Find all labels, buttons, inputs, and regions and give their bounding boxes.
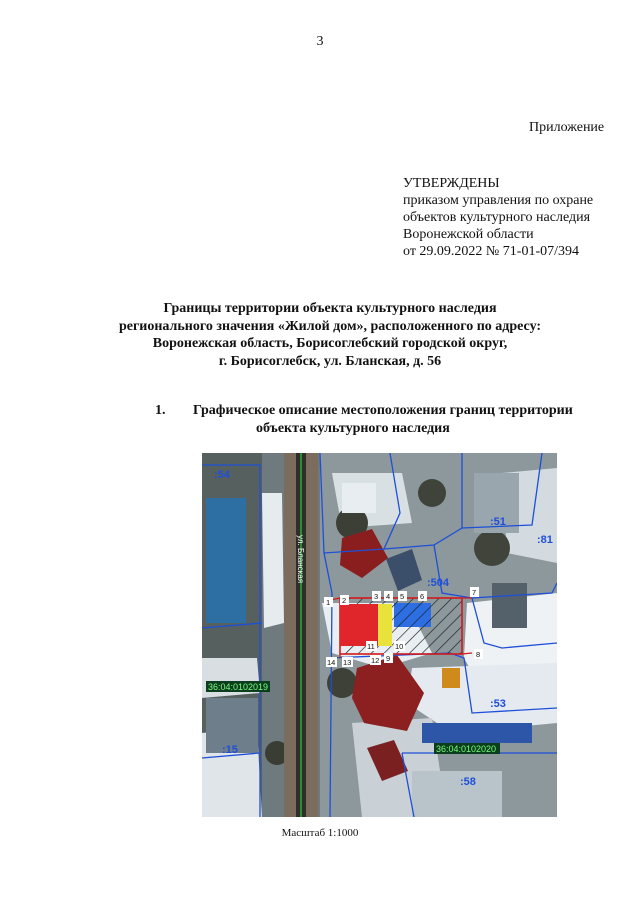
boundary-point-label: 8 <box>476 650 481 659</box>
section-title-line: Графическое описание местоположения границ территории <box>193 403 573 418</box>
parcel-label: :53 <box>490 698 506 710</box>
heritage-building-extension <box>378 604 392 646</box>
building <box>412 771 502 817</box>
boundary-point-label: 13 <box>343 658 352 667</box>
document-title <box>100 300 560 370</box>
boundary-point-label: 5 <box>400 592 405 601</box>
parcel-label: :504 <box>427 577 450 589</box>
cadastral-block-label: 36:04:0102019 <box>208 682 269 692</box>
boundary-point-label: 11 <box>367 642 375 651</box>
map-scale: Масштаб 1:1000 <box>281 827 359 839</box>
boundary-point-label: 4 <box>386 592 391 601</box>
building <box>342 483 376 513</box>
snow-patch <box>262 493 284 628</box>
section-title-line: объекта культурного наследия <box>256 420 450 436</box>
boundary-point-label: 12 <box>371 656 380 665</box>
approval-line: Воронежской области <box>403 227 534 242</box>
title-line: регионального значения «Жилой дом», расположенного по адресу: <box>118 318 542 334</box>
section-heading <box>0 402 640 438</box>
cadastral-map <box>202 453 557 817</box>
map-svg <box>202 453 557 817</box>
tree <box>474 530 510 566</box>
parcel-label: :81 <box>537 534 553 546</box>
section-number: 1. <box>155 403 166 418</box>
title-line: Воронежская область, Борисоглебский городской округ, <box>152 336 508 351</box>
approval-block <box>403 175 593 260</box>
parcel-label: :54 <box>214 469 230 481</box>
boundary-point-label: 14 <box>327 658 336 667</box>
parcel-label: :58 <box>460 776 476 788</box>
boundary-point-label: 7 <box>472 588 477 597</box>
building <box>492 583 527 628</box>
title-line: Границы территории объекта культурного наследия <box>163 301 497 316</box>
title-line: г. Борисоглебск, ул. Бланская, д. 56 <box>218 353 442 369</box>
appendix-label: Приложение <box>529 120 605 135</box>
blue-roof-building <box>206 498 246 623</box>
approval-line: объектов культурного наследия <box>403 210 591 225</box>
blue-roof-building <box>422 723 532 743</box>
street-label: ул. Бланская <box>296 535 305 584</box>
parcel-label: :51 <box>490 516 506 528</box>
approval-heading: УТВЕРЖДЕНЫ <box>403 176 500 191</box>
boundary-point-label: 6 <box>420 592 425 601</box>
boundary-point-label: 2 <box>342 596 347 605</box>
tree <box>418 479 446 507</box>
boundary-point-label: 9 <box>386 654 391 663</box>
boundary-point-label: 3 <box>374 592 379 601</box>
yellow-roof-shed <box>442 668 460 688</box>
page-number: 3 <box>316 34 324 49</box>
heritage-building-roof <box>340 604 378 646</box>
boundary-point-label: 1 <box>326 598 331 607</box>
cadastral-block-label: 36:04:0102020 <box>436 744 497 754</box>
parcel-label: :15 <box>222 744 238 756</box>
approval-line: от 29.09.2022 № 71-01-07/394 <box>403 244 580 259</box>
boundary-point-label: 10 <box>395 642 404 651</box>
approval-line: приказом управления по охране <box>403 193 594 208</box>
